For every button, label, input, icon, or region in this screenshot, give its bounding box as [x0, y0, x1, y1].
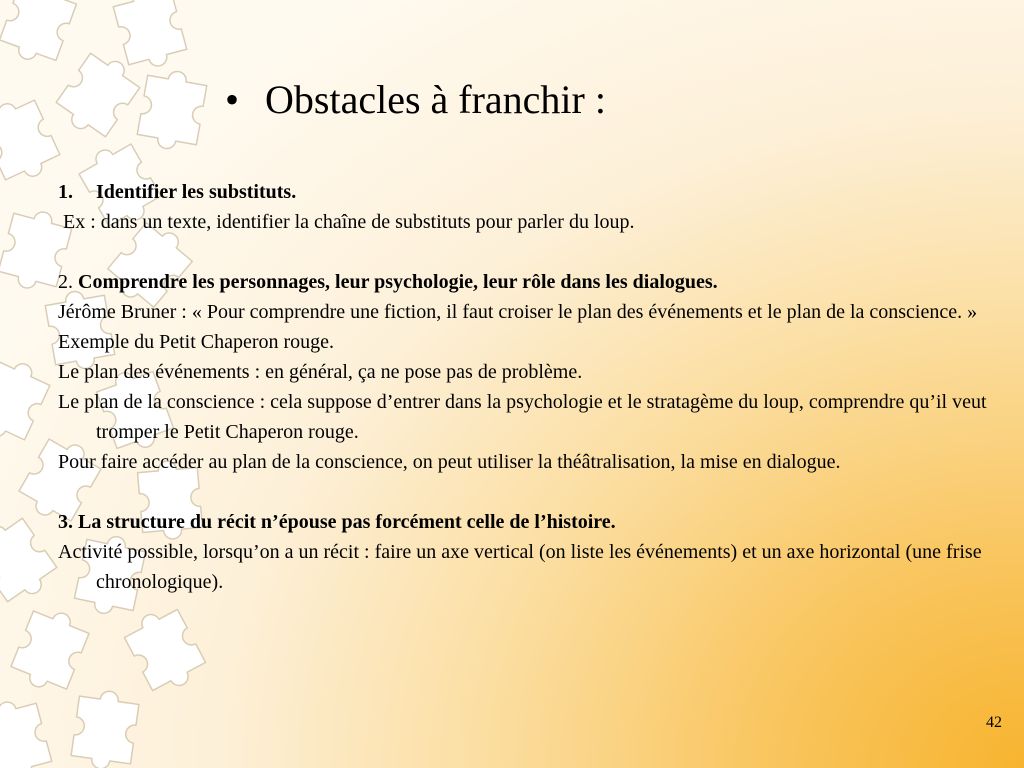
item-1-example: Ex : dans un texte, identifier la chaîne de substituts pour parler du loup. [58, 211, 635, 233]
spacer [58, 237, 1020, 267]
activity-line: Activité possible, lorsqu’on a un récit : faire un axe vertical (on liste les événements) et un axe horizontal (une frise chronologique). [58, 541, 982, 593]
slide-body [58, 177, 1020, 597]
slide-title [225, 72, 606, 128]
item-1-text: Identifier les substituts. [96, 181, 297, 203]
page-number: 42 [986, 714, 1002, 731]
example-line: Exemple du Petit Chaperon rouge. [58, 331, 335, 353]
bruner-quote: Jérôme Bruner : « Pour comprendre une fiction, il faut croiser le plan des événements et le plan de la conscience. » [58, 301, 978, 323]
item-3-heading: 3. La structure du récit n’épouse pas forcément celle de l’histoire. [58, 511, 616, 533]
item-2-heading [58, 267, 1020, 297]
item-1-heading [58, 177, 1020, 207]
events-plan-line: Le plan des événements : en général, ça ne pose pas de problème. [58, 361, 583, 383]
bullet-icon: • [225, 77, 240, 122]
consciousness-plan-line: Le plan de la conscience : cela suppose d’entrer dans la psychologie et le stratagème du loup, comprendre qu’il veut tromper le Petit Chaperon rouge. [58, 391, 987, 443]
item-2-number: 2. [58, 271, 78, 293]
spacer [58, 477, 1020, 507]
item-1-number: 1. [58, 181, 73, 203]
item-2-text: Comprendre les personnages, leur psychologie, leur rôle dans les dialogues. [78, 271, 718, 293]
theatre-line: Pour faire accéder au plan de la conscience, on peut utiliser la théâtralisation, la mise en dialogue. [58, 451, 841, 473]
slide-title-text: Obstacles à franchir : [265, 77, 606, 122]
